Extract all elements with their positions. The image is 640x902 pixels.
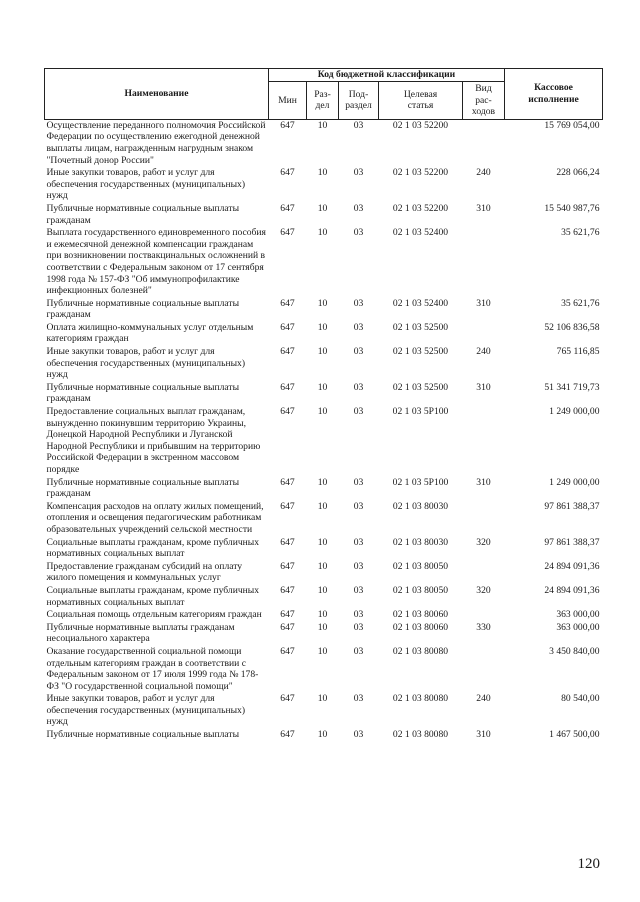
row-expense-type: 240 xyxy=(476,346,491,358)
row-min: 647 xyxy=(280,406,295,418)
row-expense-type xyxy=(463,322,505,346)
table-row xyxy=(45,298,603,322)
header-vid xyxy=(463,82,505,120)
header-razdel-label: Раз- дел xyxy=(314,88,331,112)
row-expense-type xyxy=(463,501,505,537)
row-razdel: 10 xyxy=(317,476,328,488)
table-row xyxy=(45,203,603,227)
row-target-article: 02 1 03 80080 xyxy=(392,693,449,705)
table-row xyxy=(45,227,603,298)
row-target-article: 02 1 03 80030 xyxy=(392,500,449,512)
row-amount: 97 861 388,37 xyxy=(544,500,600,512)
row-expense-type: 310 xyxy=(476,202,491,214)
row-name: Публичные нормативные социальные выплаты xyxy=(46,729,240,741)
row-podrazdel: 03 xyxy=(353,381,364,393)
row-podrazdel: 03 xyxy=(353,476,364,488)
row-podrazdel: 03 xyxy=(353,500,364,512)
row-target-article: 02 1 03 5P100 xyxy=(392,406,449,418)
header-podrazdel-label: Под- раздел xyxy=(345,88,372,112)
row-min: 647 xyxy=(280,297,295,309)
row-expense-type: 320 xyxy=(476,536,491,548)
row-expense-type: 310 xyxy=(476,476,491,488)
row-target-article: 02 1 03 52200 xyxy=(392,167,449,179)
table-row xyxy=(45,646,603,693)
table-row xyxy=(45,382,603,406)
row-min: 647 xyxy=(280,584,295,596)
header-razdel xyxy=(307,82,339,120)
row-min: 647 xyxy=(280,381,295,393)
row-razdel: 10 xyxy=(317,500,328,512)
row-min: 647 xyxy=(280,202,295,214)
table-row xyxy=(45,585,603,609)
row-target-article: 02 1 03 52400 xyxy=(392,227,449,239)
row-amount: 765 116,85 xyxy=(556,346,600,358)
row-podrazdel: 03 xyxy=(353,406,364,418)
row-name: Предоставление гражданам субсидий на оплату жилого помещения и коммунальных услуг xyxy=(46,560,243,584)
row-podrazdel: 03 xyxy=(353,202,364,214)
row-target-article: 02 1 03 5P100 xyxy=(392,476,449,488)
row-min: 647 xyxy=(280,167,295,179)
row-razdel: 10 xyxy=(317,621,328,633)
row-razdel: 10 xyxy=(317,560,328,572)
table-row xyxy=(45,693,603,729)
row-amount: 24 894 091,36 xyxy=(544,560,600,572)
table-body xyxy=(45,119,603,741)
row-amount: 1 249 000,00 xyxy=(549,406,600,418)
row-amount: 35 621,76 xyxy=(561,227,600,239)
row-razdel: 10 xyxy=(317,119,328,131)
row-name: Оказание государственной социальной помощи отдельным категориям граждан в соответствии с Федеральным законом от 17 июля 1999 года № 178-ФЗ "О государственной социальной помощи" xyxy=(46,645,259,692)
row-target-article: 02 1 03 80050 xyxy=(392,560,449,572)
row-razdel: 10 xyxy=(317,609,328,621)
row-amount: 1 467 500,00 xyxy=(549,729,600,741)
row-target-article: 02 1 03 80060 xyxy=(392,621,449,633)
row-razdel: 10 xyxy=(317,227,328,239)
row-target-article: 02 1 03 80080 xyxy=(392,645,449,657)
row-expense-type xyxy=(463,609,505,622)
row-target-article: 02 1 03 52500 xyxy=(392,321,449,333)
row-name: Публичные нормативные социальные выплаты гражданам xyxy=(46,202,240,226)
header-name: Наименование xyxy=(45,69,269,120)
row-min: 647 xyxy=(280,476,295,488)
table-row xyxy=(45,406,603,477)
table-row xyxy=(45,729,603,742)
row-min: 647 xyxy=(280,227,295,239)
row-name: Публичные нормативные социальные выплаты гражданам xyxy=(46,381,240,405)
row-target-article: 02 1 03 52400 xyxy=(392,297,449,309)
row-podrazdel: 03 xyxy=(353,119,364,131)
row-name: Публичные нормативные выплаты гражданам несоциального характера xyxy=(46,621,235,645)
row-podrazdel: 03 xyxy=(353,645,364,657)
row-expense-type xyxy=(463,119,505,167)
budget-execution-table xyxy=(44,68,603,742)
row-podrazdel: 03 xyxy=(353,609,364,621)
row-name: Социальные выплаты гражданам, кроме публичных нормативных социальных выплат xyxy=(46,584,260,608)
table-row xyxy=(45,167,603,203)
row-min: 647 xyxy=(280,560,295,572)
row-podrazdel: 03 xyxy=(353,693,364,705)
row-amount: 51 341 719,73 xyxy=(544,381,600,393)
row-razdel: 10 xyxy=(317,693,328,705)
header-code-group: Код бюджетной классификации xyxy=(269,69,505,82)
row-razdel: 10 xyxy=(317,321,328,333)
table-row xyxy=(45,561,603,585)
row-razdel: 10 xyxy=(317,346,328,358)
row-amount: 15 540 987,76 xyxy=(544,202,600,214)
row-min: 647 xyxy=(280,536,295,548)
table-row xyxy=(45,609,603,622)
table-row xyxy=(45,501,603,537)
row-name: Иные закупки товаров, работ и услуг для обеспечения государственных (муниципальных) нужд xyxy=(46,167,246,202)
row-podrazdel: 03 xyxy=(353,621,364,633)
row-target-article: 02 1 03 52200 xyxy=(392,119,449,131)
table-row xyxy=(45,537,603,561)
row-expense-type: 240 xyxy=(476,693,491,705)
row-razdel: 10 xyxy=(317,167,328,179)
row-expense-type: 310 xyxy=(476,729,491,741)
row-expense-type: 310 xyxy=(476,297,491,309)
row-amount: 15 769 054,00 xyxy=(544,119,600,131)
row-name: Оплата жилищно-коммунальных услуг отдельным категориям граждан xyxy=(46,321,254,345)
row-razdel: 10 xyxy=(317,381,328,393)
row-min: 647 xyxy=(280,321,295,333)
header-min: Мин xyxy=(269,82,307,120)
row-expense-type: 330 xyxy=(476,621,491,633)
row-amount: 35 621,76 xyxy=(561,297,600,309)
header-cash-execution xyxy=(505,69,603,120)
table-row xyxy=(45,622,603,646)
row-name: Компенсация расходов на оплату жилых помещений, отопления и освещения педагогическим работникам образовательных учреждений сельской местности xyxy=(46,500,264,535)
row-name: Иные закупки товаров, работ и услуг для обеспечения государственных (муниципальных) нужд xyxy=(46,693,246,728)
row-target-article: 02 1 03 52500 xyxy=(392,381,449,393)
row-razdel: 10 xyxy=(317,536,328,548)
row-min: 647 xyxy=(280,693,295,705)
row-amount: 363 000,00 xyxy=(556,609,600,621)
table-row xyxy=(45,477,603,501)
row-razdel: 10 xyxy=(317,202,328,214)
row-podrazdel: 03 xyxy=(353,346,364,358)
row-amount: 3 450 840,00 xyxy=(549,645,600,657)
row-podrazdel: 03 xyxy=(353,321,364,333)
row-expense-type xyxy=(463,646,505,693)
row-expense-type xyxy=(463,406,505,477)
page-number: 120 xyxy=(577,856,600,872)
table-row xyxy=(45,119,603,167)
row-name: Социальная помощь отдельным категориям граждан xyxy=(46,609,262,621)
row-amount: 228 066,24 xyxy=(556,167,600,179)
row-min: 647 xyxy=(280,609,295,621)
header-vid-label: Вид рас- ходов xyxy=(471,83,496,118)
row-razdel: 10 xyxy=(317,645,328,657)
row-min: 647 xyxy=(280,500,295,512)
row-name: Выплата государственного единовременного пособия и ежемесячной денежной компенсации гражданам при возникновении поствакцинальных осложнений в соответствии с Федеральным законом от 17 сентября 1998 года № 157-ФЗ "Об иммунопрофилактике инфекционных болезней" xyxy=(46,227,266,297)
row-name: Предоставление социальных выплат гражданам, вынужденно покинувшим территорию Украины, Донецкой Народной Республики и Луганской Народной Республики и прибывшим на территорию Российской Федерации в экстренном массовом порядке xyxy=(46,406,261,475)
row-razdel: 10 xyxy=(317,729,328,741)
row-min: 647 xyxy=(280,119,295,131)
row-target-article: 02 1 03 80050 xyxy=(392,584,449,596)
row-target-article: 02 1 03 80030 xyxy=(392,536,449,548)
row-target-article: 02 1 03 52200 xyxy=(392,202,449,214)
row-min: 647 xyxy=(280,346,295,358)
row-podrazdel: 03 xyxy=(353,167,364,179)
row-target-article: 02 1 03 52500 xyxy=(392,346,449,358)
row-expense-type xyxy=(463,227,505,298)
row-podrazdel: 03 xyxy=(353,584,364,596)
row-expense-type: 240 xyxy=(476,167,491,179)
row-podrazdel: 03 xyxy=(353,536,364,548)
header-cash-label: Кассовое исполнение xyxy=(528,82,579,105)
row-expense-type: 320 xyxy=(476,584,491,596)
row-name: Публичные нормативные социальные выплаты гражданам xyxy=(46,297,240,321)
row-name: Социальные выплаты гражданам, кроме публичных нормативных социальных выплат xyxy=(46,536,260,560)
row-amount: 97 861 388,37 xyxy=(544,536,600,548)
row-amount: 1 249 000,00 xyxy=(549,476,600,488)
row-podrazdel: 03 xyxy=(353,560,364,572)
table-row xyxy=(45,346,603,382)
row-name: Иные закупки товаров, работ и услуг для обеспечения государственных (муниципальных) нужд xyxy=(46,346,246,381)
row-target-article: 02 1 03 80080 xyxy=(392,729,449,741)
row-podrazdel: 03 xyxy=(353,297,364,309)
header-celevaya xyxy=(379,82,463,120)
row-razdel: 10 xyxy=(317,297,328,309)
row-amount: 24 894 091,36 xyxy=(544,584,600,596)
row-amount: 80 540,00 xyxy=(561,693,600,705)
row-name: Публичные нормативные социальные выплаты гражданам xyxy=(46,476,240,500)
row-razdel: 10 xyxy=(317,406,328,418)
header-podrazdel xyxy=(339,82,379,120)
row-razdel: 10 xyxy=(317,584,328,596)
row-amount: 52 106 836,58 xyxy=(544,321,600,333)
row-podrazdel: 03 xyxy=(353,227,364,239)
row-min: 647 xyxy=(280,621,295,633)
row-expense-type xyxy=(463,561,505,585)
row-amount: 363 000,00 xyxy=(556,621,600,633)
row-expense-type: 310 xyxy=(476,381,491,393)
row-podrazdel: 03 xyxy=(353,729,364,741)
row-min: 647 xyxy=(280,645,295,657)
row-name: Осуществление переданного полномочия Российской Федерации по осуществлению ежегодной денежной выплаты лицам, награжденным нагрудным знаком "Почетный донор России" xyxy=(46,119,266,166)
row-min: 647 xyxy=(280,729,295,741)
row-target-article: 02 1 03 80060 xyxy=(392,609,449,621)
header-celevaya-label: Целевая статья xyxy=(403,88,438,112)
table-row xyxy=(45,322,603,346)
